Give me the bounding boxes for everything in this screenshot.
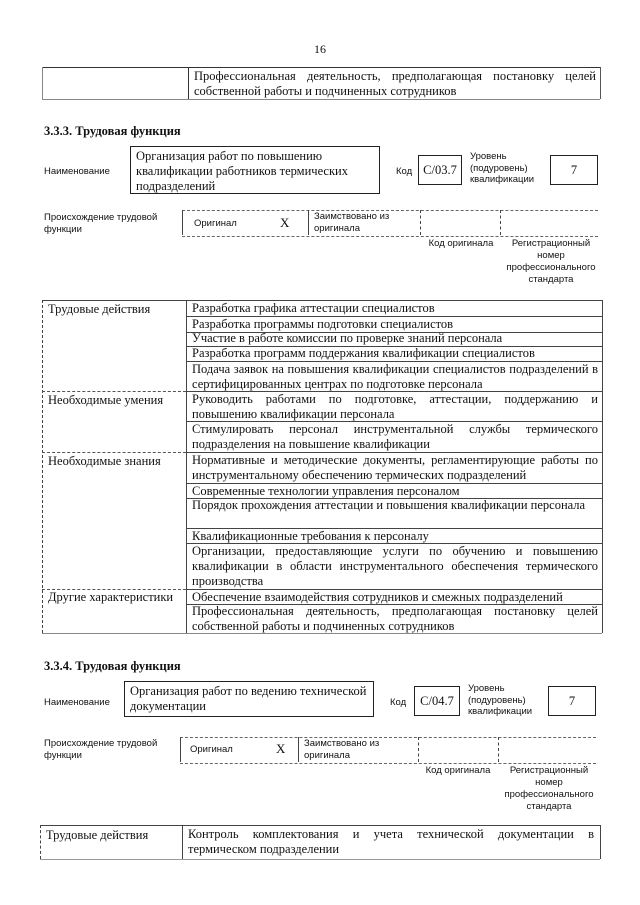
code-label: Код bbox=[390, 697, 407, 708]
origin-original: Оригинал bbox=[194, 218, 237, 229]
level-box: 7 bbox=[548, 686, 596, 716]
table-cell: Современные технологии управления персоналом bbox=[192, 484, 460, 498]
table-border bbox=[186, 300, 187, 633]
table-border bbox=[40, 825, 41, 859]
table-cell: Квалификационные требования к персоналу bbox=[192, 529, 429, 543]
function-name-box: Организация работ по ведению технической документации bbox=[124, 681, 374, 717]
table-border bbox=[40, 859, 600, 860]
table-border bbox=[420, 210, 421, 235]
row-label: Трудовые действия bbox=[46, 828, 149, 842]
table-cell: Разработка программ поддержания квалификации специалистов bbox=[192, 346, 535, 360]
table-cell: Руководить работами по подготовке, аттестации, поддержанию и повышению квалификации персонала bbox=[192, 392, 598, 421]
table-border bbox=[42, 391, 186, 392]
table-border bbox=[498, 737, 499, 762]
table-cell: Разработка графика аттестации специалистов bbox=[192, 301, 435, 315]
origin-x-mark: X bbox=[280, 215, 290, 230]
table-border bbox=[602, 300, 603, 633]
table-border bbox=[42, 67, 600, 68]
table-border bbox=[42, 300, 43, 633]
table-border bbox=[180, 737, 181, 762]
continuation-cell: Профессиональная деятельность, предполагающая постановку целей собственной работы и подчиненных сотрудников bbox=[194, 69, 596, 98]
table-cell: Разработка программы подготовки специалистов bbox=[192, 317, 454, 331]
reg-number-caption: Регистрационный номер профессионального стандарта bbox=[504, 765, 594, 812]
table-border bbox=[500, 210, 501, 235]
table-cell: Контроль комплектования и учета технической документации в термическом подразделении bbox=[188, 827, 594, 856]
reg-number-caption: Регистрационный номер профессионального стандарта bbox=[506, 238, 596, 285]
code-label: Код bbox=[396, 166, 413, 177]
table-border bbox=[40, 825, 600, 826]
origin-borrowed: Заимствовано из оригинала bbox=[314, 211, 390, 234]
code-box: С/03.7 bbox=[418, 155, 462, 185]
name-label: Наименование bbox=[44, 697, 110, 708]
origin-label: Происхождение трудовой функции bbox=[44, 212, 158, 235]
table-cell: Порядок прохождения аттестации и повышения квалификации персонала bbox=[192, 498, 586, 512]
level-label: Уровень (подуровень) квалификации bbox=[470, 151, 535, 185]
table-cell: Стимулировать персонал инструментальной службы термического подразделения на повышение квалификации bbox=[192, 422, 598, 451]
table-cell: Нормативные и методические документы, регламентирующие работы по инструментальному обеспечению термических подразделений bbox=[192, 453, 598, 482]
table-border bbox=[182, 825, 183, 859]
row-label: Другие характеристики bbox=[48, 590, 174, 604]
table-border bbox=[418, 737, 419, 762]
table-cell: Организации, предоставляющие услуги по обучению и повышению квалификации в области инструментального обеспечения термического производства bbox=[192, 544, 598, 588]
table-cell: Обеспечение взаимодействия сотрудников и смежных подразделений bbox=[192, 590, 563, 604]
code-original-caption: Код оригинала bbox=[428, 238, 494, 249]
row-label: Необходимые знания bbox=[48, 454, 161, 468]
section-heading: 3.3.3. Трудовая функция bbox=[44, 124, 181, 138]
table-cell: Участие в работе комиссии по проверке знаний персонала bbox=[192, 331, 503, 345]
code-original-caption: Код оригинала bbox=[425, 765, 491, 776]
origin-original: Оригинал bbox=[190, 744, 233, 755]
origin-x-mark: X bbox=[276, 741, 286, 756]
table-border bbox=[182, 210, 183, 235]
row-label: Необходимые умения bbox=[48, 393, 164, 407]
level-label: Уровень (подуровень) квалификации bbox=[468, 683, 533, 717]
function-name-box: Организация работ по повышению квалификации работников термических подразделений bbox=[130, 146, 380, 194]
table-border bbox=[42, 452, 186, 453]
table-border bbox=[600, 67, 601, 99]
name-label: Наименование bbox=[44, 166, 110, 177]
page-number: 16 bbox=[314, 42, 326, 56]
origin-label: Происхождение трудовой функции bbox=[44, 738, 158, 761]
level-box: 7 bbox=[550, 155, 598, 185]
section-heading: 3.3.4. Трудовая функция bbox=[44, 659, 181, 673]
table-border bbox=[42, 67, 43, 99]
table-border bbox=[308, 210, 309, 235]
table-border bbox=[600, 825, 601, 859]
table-cell: Подача заявок на повышения квалификации специалистов подразделений в сертифицированных центрах по подготовке персонала bbox=[192, 362, 598, 391]
origin-borrowed: Заимствовано из оригинала bbox=[304, 738, 380, 761]
code-box: С/04.7 bbox=[414, 686, 460, 716]
table-border bbox=[188, 67, 189, 99]
table-border bbox=[42, 99, 600, 100]
table-border bbox=[298, 737, 299, 762]
row-label: Трудовые действия bbox=[48, 302, 151, 316]
table-cell: Профессиональная деятельность, предполагающая постановку целей собственной работы и подчиненных сотрудников bbox=[192, 604, 598, 633]
